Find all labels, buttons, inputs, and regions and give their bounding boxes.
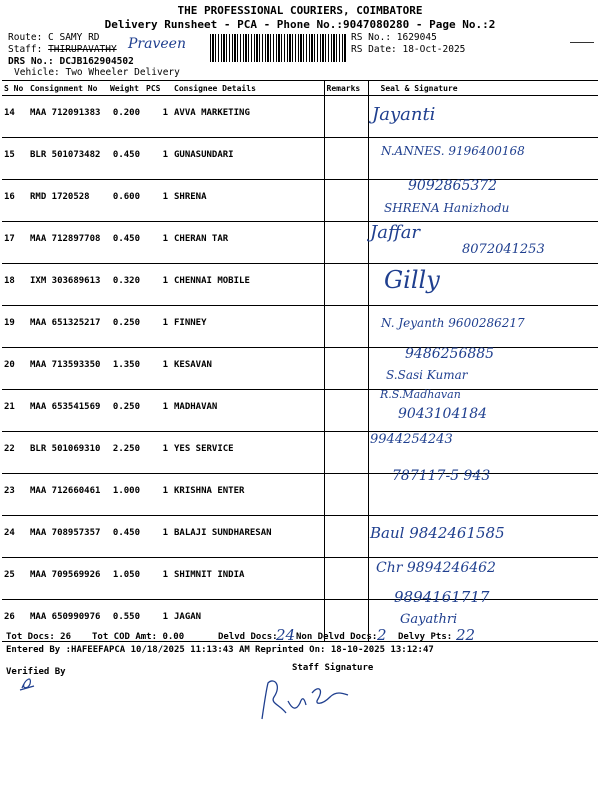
col-weight: Weight [108,81,144,96]
cell-sno: 24 [2,516,28,558]
cell-pcs: 1 [144,516,172,558]
phone-row-26: 9894161717 [394,588,490,606]
cell-consignee: SHRENA [172,180,324,222]
cell-remarks [324,264,368,306]
cell-sno: 15 [2,138,28,180]
route-label: Route: C SAMY RD [8,32,100,43]
cell-sno: 22 [2,432,28,474]
cell-remarks [324,390,368,432]
total-cod-amount: Tot COD Amt: 0.00 [92,632,185,642]
cell-consignment-no: MAA 709569926 [28,558,108,600]
cell-remarks [324,432,368,474]
cell-pcs: 1 [144,264,172,306]
signature-row-22: 9944254243 [370,432,453,447]
table-row [2,264,598,306]
barcode [210,34,346,62]
cell-pcs: 1 [144,600,172,642]
cell-remarks [324,180,368,222]
cell-consignee: CHERAN TAR [172,222,324,264]
cell-pcs: 1 [144,306,172,348]
cell-pcs: 1 [144,558,172,600]
phone-row-21: 9043104184 [398,406,488,422]
cell-remarks [324,306,368,348]
rs-date: RS Date: 18-Oct-2025 [351,44,466,55]
drs-number: DRS No.: DCJB162904502 [8,56,134,67]
col-pcs: PCS [144,81,172,96]
cell-weight: 2.250 [108,432,144,474]
col-remarks: Remarks [324,81,368,96]
cell-consignment-no: BLR 501069310 [28,432,108,474]
signature-row-16: SHRENA Hanizhodu [384,201,510,215]
cell-consignee: KESAVAN [172,348,324,390]
staff-signature-mark [252,675,362,725]
cell-pcs: 1 [144,222,172,264]
cell-consignment-no: MAA 651325217 [28,306,108,348]
cell-consignee: YES SERVICE [172,432,324,474]
signature-row-24: Baul 9842461585 [370,524,505,542]
cell-consignee: CHENNAI MOBILE [172,264,324,306]
cell-weight: 1.050 [108,558,144,600]
signature-row-18: Gilly [384,266,440,294]
entered-by: Entered By :HAFEEFAPCA 10/18/2025 11:13:43 AM [6,645,250,655]
col-signature: Seal & Signature [368,81,598,96]
cell-sno: 26 [2,600,28,642]
total-docs: Tot Docs: 26 [6,632,72,642]
cell-consignee: JAGAN [172,600,324,642]
cell-consignee: BALAJI SUNDHARESAN [172,516,324,558]
table-header-row [2,81,598,96]
cell-remarks [324,558,368,600]
cell-consignee: FINNEY [172,306,324,348]
cell-consignment-no: MAA 712897708 [28,222,108,264]
cell-sno: 17 [2,222,28,264]
runsheet-subtitle: Delivery Runsheet - PCA - Phone No.:9047080280 - Page No.:2 [104,18,496,31]
cell-sno: 18 [2,264,28,306]
cell-weight: 0.550 [108,600,144,642]
cell-weight: 1.350 [108,348,144,390]
cell-consignee: MADHAVAN [172,390,324,432]
cell-sno: 23 [2,474,28,516]
cell-weight: 0.250 [108,306,144,348]
cell-weight: 0.320 [108,264,144,306]
cell-pcs: 1 [144,432,172,474]
cell-weight: 0.200 [108,96,144,138]
reprinted-on: Reprinted On: 18-10-2025 13:12:47 [255,645,434,655]
cell-sno: 14 [2,96,28,138]
signature-row-23: 787117-5 943 [392,468,491,484]
table-row [2,432,598,474]
cell-consignment-no: RMD 1720528 [28,180,108,222]
cell-pcs: 1 [144,474,172,516]
cell-consignment-no: IXM 303689613 [28,264,108,306]
table-row [2,516,598,558]
rs-number: RS No.: 1629045 [351,32,437,43]
table-row [2,474,598,516]
signature-row-19: N. Jeyanth 9600286217 [381,316,525,330]
cell-consignee: SHIMNIT INDIA [172,558,324,600]
signature-row-15: N.ANNES. 9196400168 [381,144,525,158]
pen-stroke [570,42,594,43]
cell-weight: 0.600 [108,180,144,222]
non-delivered-docs-label: Non Delvd Docs: [296,632,378,642]
cell-remarks [324,348,368,390]
signature-row-21a: S.Sasi Kumar [386,368,468,382]
delivery-points-label: Delvy Pts: [398,632,453,642]
phone-row-16: 9092865372 [408,178,498,194]
non-delivered-docs-count: 2 [377,626,387,644]
signature-row-21b: R.S.Madhavan [380,388,461,401]
col-sno: S No [2,81,28,96]
verified-by-label: Verified By [6,667,66,677]
cell-consignee: KRISHNA ENTER [172,474,324,516]
cell-consignment-no: MAA 650990976 [28,600,108,642]
cell-sno: 19 [2,306,28,348]
company-name: THE PROFESSIONAL COURIERS, COIMBATORE [177,4,423,17]
staff-struck-name: THIRUPAVATHY [48,44,117,55]
cell-consignment-no: BLR 501073482 [28,138,108,180]
signature-row-17: Jaffar [370,222,421,243]
staff-handwritten-name: Praveen [128,36,186,52]
delivery-points-count: 22 [456,626,476,644]
cell-pcs: 1 [144,138,172,180]
signature-row-25: Chr 9894246462 [376,560,496,576]
col-consignee: Consignee Details [172,81,324,96]
cell-remarks [324,474,368,516]
cell-sno: 20 [2,348,28,390]
phone-row-17: 8072041253 [462,242,545,257]
cell-pcs: 1 [144,390,172,432]
table-row [2,96,598,138]
cell-pcs: 1 [144,180,172,222]
cell-pcs: 1 [144,96,172,138]
cell-remarks [324,516,368,558]
cell-weight: 0.250 [108,390,144,432]
cell-consignment-no: MAA 712091383 [28,96,108,138]
cell-sno: 25 [2,558,28,600]
table-row [2,558,598,600]
verifier-initial-mark [18,674,40,692]
cell-weight: 0.450 [108,222,144,264]
cell-weight: 1.000 [108,474,144,516]
cell-consignment-no: MAA 708957357 [28,516,108,558]
cell-sno: 16 [2,180,28,222]
cell-consignment-no: MAA 712660461 [28,474,108,516]
cell-remarks [324,96,368,138]
cell-remarks [324,138,368,180]
cell-sno: 21 [2,390,28,432]
cell-consignee: GUNASUNDARI [172,138,324,180]
cell-consignee: AVVA MARKETING [172,96,324,138]
delivered-docs-label: Delvd Docs: [218,632,278,642]
cell-pcs: 1 [144,348,172,390]
signature-row-26: Gayathri [400,612,458,627]
cell-remarks [324,222,368,264]
staff-label: Staff: [8,44,43,55]
cell-weight: 0.450 [108,138,144,180]
phone-row-20: 9486256885 [405,346,495,362]
staff-row [8,44,117,55]
signature-row-14: Jayanti [372,104,436,125]
cell-consignment-no: MAA 713593350 [28,348,108,390]
table-row [2,348,598,390]
cell-weight: 0.450 [108,516,144,558]
vehicle-type: Vehicle: Two Wheeler Delivery [14,67,180,78]
col-consignment: Consignment No [28,81,108,96]
staff-signature-label: Staff Signature [292,663,374,673]
runsheet-table [2,80,598,642]
table-row [2,390,598,432]
delivered-docs-count: 24 [276,626,296,644]
cell-consignment-no: MAA 653541569 [28,390,108,432]
